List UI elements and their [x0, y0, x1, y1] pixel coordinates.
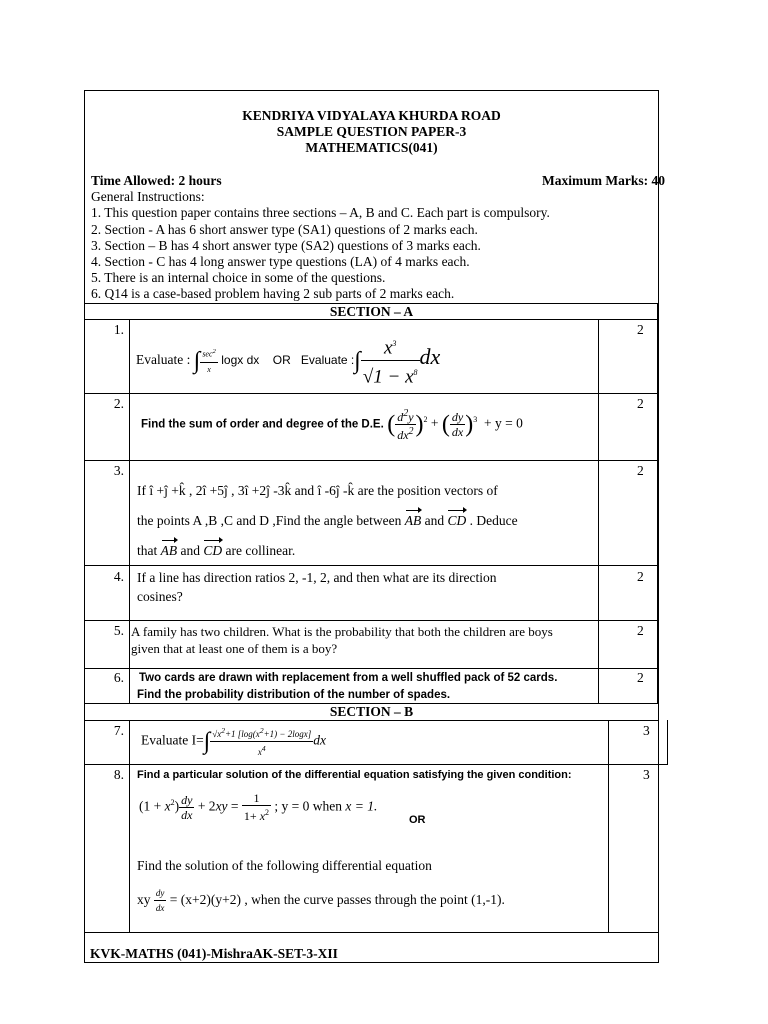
question-8-alternative: Find the solution of the following differential equation [137, 858, 432, 873]
instruction-item: 4. Section - C has 4 long answer type questions (LA) of 4 marks each. [91, 254, 470, 269]
column-divider [667, 720, 668, 764]
divider [84, 319, 659, 320]
row-divider [84, 668, 659, 669]
question-5-line-2: given that at least one of them is a boy? [131, 641, 338, 656]
question-marks: 2 [637, 322, 644, 337]
column-divider [129, 720, 130, 932]
question-marks: 3 [643, 767, 650, 782]
question-marks: 2 [637, 623, 644, 638]
question-8-heading: Find a particular solution of the differential equation satisfying the given condition: [137, 769, 572, 781]
question-number: 8. [113, 767, 124, 782]
instruction-item: 3. Section – B has 4 short answer type (SA2) questions of 3 marks each. [91, 238, 481, 253]
question-4-line-2: cosines? [137, 589, 183, 604]
question-number: 3. [113, 463, 124, 478]
maximum-marks: Maximum Marks: 40 [542, 173, 665, 188]
question-4-line-1: If a line has direction ratios 2, -1, 2, and then what are its direction [137, 570, 497, 585]
instruction-item: 2. Section - A has 6 short answer type (SA1) questions of 2 marks each. [91, 222, 478, 237]
question-2: Find the sum of order and degree of the D.E. ( $\frac{d^2y}{dx^2}$ )$^2$ + ( $\frac{dy}{dx}$ )$^3$ + y = 0 [141, 407, 523, 442]
or-label: OR [409, 814, 426, 826]
vector-ab: AB [404, 513, 422, 528]
instructions-title: General Instructions: [91, 189, 205, 204]
question-3-line-2: the points A ,B ,C and D ,Find the angle between AB and CD . Deduce [137, 513, 518, 528]
question-marks: 2 [637, 670, 644, 685]
time-allowed: Time Allowed: 2 hours [91, 173, 222, 188]
or-label: OR [272, 352, 291, 367]
vector-cd: CD [203, 543, 223, 558]
equation-rhs: + y = 0 [483, 415, 523, 431]
row-divider [84, 932, 659, 933]
instruction-item: 1. This question paper contains three sections – A, B and C. Each part is compulsory. [91, 205, 550, 220]
integrand: logx dx [221, 352, 260, 367]
row-divider [84, 764, 668, 765]
question-marks: 2 [637, 396, 644, 411]
row-divider [84, 460, 659, 461]
question-number: 5. [113, 623, 124, 638]
question-marks: 2 [637, 463, 644, 478]
question-text: Find the sum of order and degree of the D.E. [141, 418, 384, 431]
evaluate-label: Evaluate : [136, 351, 194, 367]
position-vectors: î +ĵ +k̂ , 2î +5ĵ , 3î +2ĵ -3k̂ and î -6ĵ -k̂ [149, 483, 355, 498]
subject-title: MATHEMATICS(041) [305, 140, 438, 155]
evaluate-label: Evaluate : [300, 352, 355, 367]
instruction-item: 5. There is an internal choice in some of the questions. [91, 270, 386, 285]
question-5-line-1: A family has two children. What is the probability that both the children are boys [131, 624, 553, 639]
question-number: 7. [113, 723, 124, 738]
column-divider [129, 319, 130, 703]
instruction-item: 6. Q14 is a case-based problem having 2 sub parts of 2 marks each. [91, 286, 455, 301]
question-8-alt-equation: xy $\frac{dy}{dx}$ = (x+2)(y+2) , when the curve passes through the point (1,-1). [137, 888, 505, 914]
question-6-line-1: Two cards are drawn with replacement from a well shuffled pack of 52 cards. [139, 672, 558, 684]
question-8-equation: $(1 + x^2)$ $\frac{dy}{dx}$ + 2xy = $\frac{1}{1+ x^2}$ ; y = 0 when x = 1. [139, 791, 378, 824]
section-a-title: SECTION – A [329, 304, 414, 319]
page-footer: KVK-MATHS (041)-MishraAK-SET-3-XII [90, 946, 338, 961]
section-b-title: SECTION – B [329, 704, 414, 719]
question-marks: 2 [637, 569, 644, 584]
question-number: 6. [113, 670, 124, 685]
question-marks: 3 [643, 723, 650, 738]
row-divider [84, 565, 659, 566]
row-divider [84, 620, 659, 621]
question-6-line-2: Find the probability distribution of the number of spades. [137, 689, 451, 701]
vector-cd: CD [447, 513, 467, 528]
divider [84, 720, 659, 721]
question-3-line-1: If î +ĵ +k̂ , 2î +5ĵ , 3î +2ĵ -3k̂ and î -6ĵ -k̂ are the position vectors of [137, 483, 498, 498]
question-number: 2. [113, 396, 124, 411]
school-name: KENDRIYA VIDYALAYA KHURDA ROAD [242, 108, 501, 123]
row-divider [84, 393, 659, 394]
question-7: Evaluate I=∫ $\frac{√x^2+1 [\log(x^2+1) - 2\log x]}{x^4}$ dx [141, 726, 326, 757]
paper-title: SAMPLE QUESTION PAPER-3 [276, 124, 467, 139]
question-3-line-3: that AB and CD are collinear. [137, 543, 296, 558]
question-number: 4. [113, 569, 124, 584]
question-text: Evaluate I= [141, 732, 204, 748]
question-1: Evaluate : ∫ $\frac{\sec^2}{x}$ logx dx OR Evaluate :∫ $\frac{x^3}{√1 - x^8}$ dx [136, 332, 440, 390]
column-divider [608, 720, 609, 932]
question-number: 1. [113, 322, 124, 337]
column-divider [657, 303, 658, 703]
column-divider [598, 319, 599, 703]
vector-ab: AB [160, 543, 178, 558]
